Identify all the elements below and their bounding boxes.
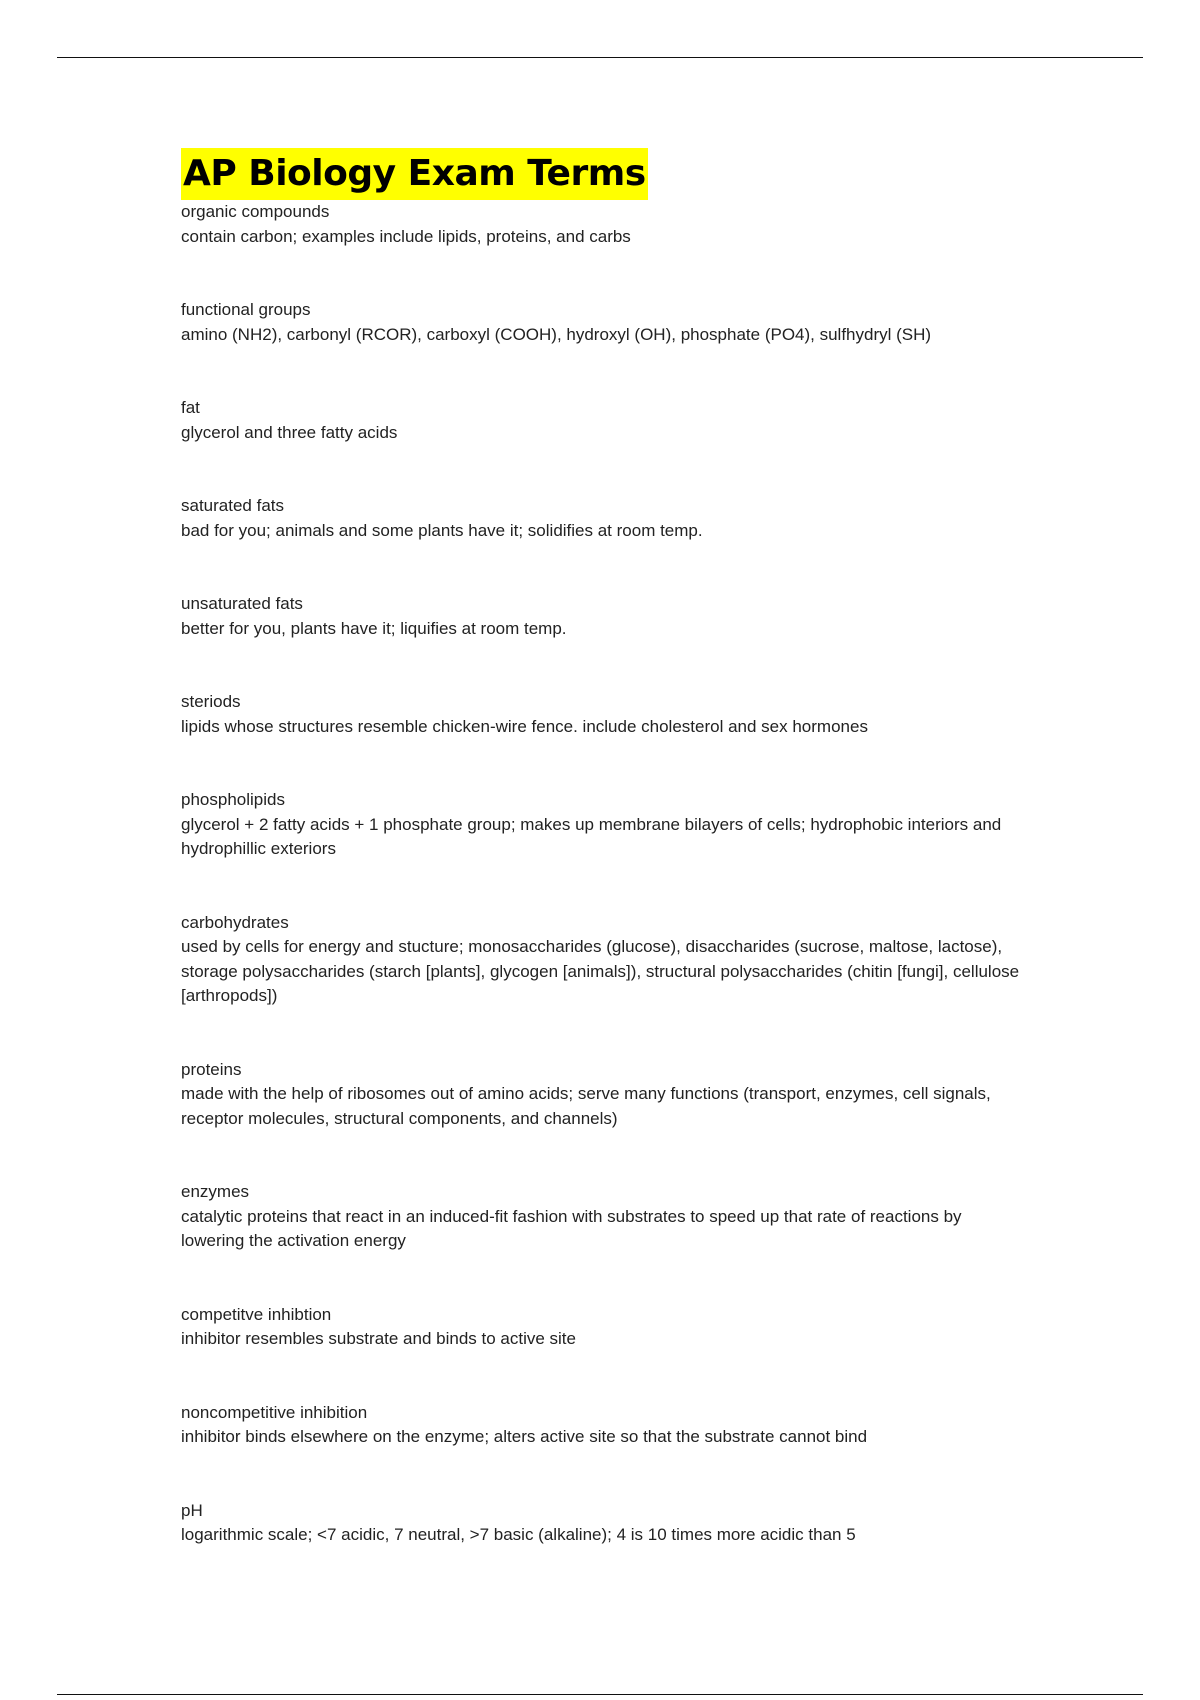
term-entry [181,592,1021,641]
term-name: proteins [181,1059,242,1079]
term-name: steriods [181,692,241,711]
term-definition: contain carbon; examples include lipids, proteins, and carbs [181,226,631,246]
term-name: unsaturated fats [181,594,303,613]
term-name: carbohydrates [181,912,289,932]
term-definition: used by cells for energy and stucture; monosaccharides (glucose), disaccharides (sucrose, maltose, lactose), storage polysaccharides (starch [plants], glycogen [animals]), structural polysaccharides (chitin [fungi], cellulose [arthropods]) [181,937,1020,1005]
term-entry [181,1058,1021,1132]
term-definition: better for you, plants have it; liquifies at room temp. [181,618,567,638]
term-name: noncompetitive inhibition [181,1402,368,1422]
term-definition: inhibitor resembles substrate and binds to active site [181,1329,576,1348]
term-definition: glycerol and three fatty acids [181,422,398,442]
term-name: functional groups [181,300,311,319]
term-name: organic compounds [181,202,330,221]
term-entry [181,690,1021,739]
term-definition: made with the help of ribosomes out of amino acids; serve many functions (transport, enzymes, cell signals, receptor molecules, structural components, and channels) [181,1084,991,1128]
term-definition: catalytic proteins that react in an induced-fit fashion with substrates to speed up that rate of reactions by lowering the activation energy [181,1206,962,1250]
term-definition: inhibitor binds elsewhere on the enzyme; alters active site so that the substrate cannot bind [181,1427,868,1446]
term-definition: glycerol + 2 fatty acids + 1 phosphate group; makes up membrane bilayers of cells; hydrophobic interiors and hydrophillic exteriors [181,814,1002,858]
term-name: phospholipids [181,790,285,809]
term-entry [181,911,1021,1009]
term-entry [181,1303,1021,1352]
document-title: AP Biology Exam Terms [181,148,648,200]
term-definition: lipids whose structures resemble chicken-wire fence. include cholesterol and sex hormones [181,716,868,736]
header-rule [57,57,1143,58]
term-entry [181,1401,1021,1450]
term-name: fat [181,398,200,417]
term-list [181,200,1021,1548]
term-entry [181,788,1021,862]
term-definition: amino (NH2), carbonyl (RCOR), carboxyl (COOH), hydroxyl (OH), phosphate (PO4), sulfhydryl (SH) [181,324,932,344]
term-entry [181,396,1021,445]
footer-rule [57,1694,1143,1695]
term-name: pH [181,1500,203,1520]
term-name: enzymes [181,1182,250,1201]
term-entry [181,1499,1021,1548]
term-name: competitve inhibtion [181,1304,332,1324]
term-entry [181,494,1021,543]
term-entry [181,298,1021,347]
term-definition: bad for you; animals and some plants have it; solidifies at room temp. [181,520,703,540]
term-name: saturated fats [181,496,285,515]
term-definition: logarithmic scale; <7 acidic, 7 neutral, >7 basic (alkaline); 4 is 10 times more acidic than 5 [181,1525,856,1544]
term-entry [181,1180,1021,1254]
term-entry [181,200,1021,249]
document-body [181,148,1021,1548]
